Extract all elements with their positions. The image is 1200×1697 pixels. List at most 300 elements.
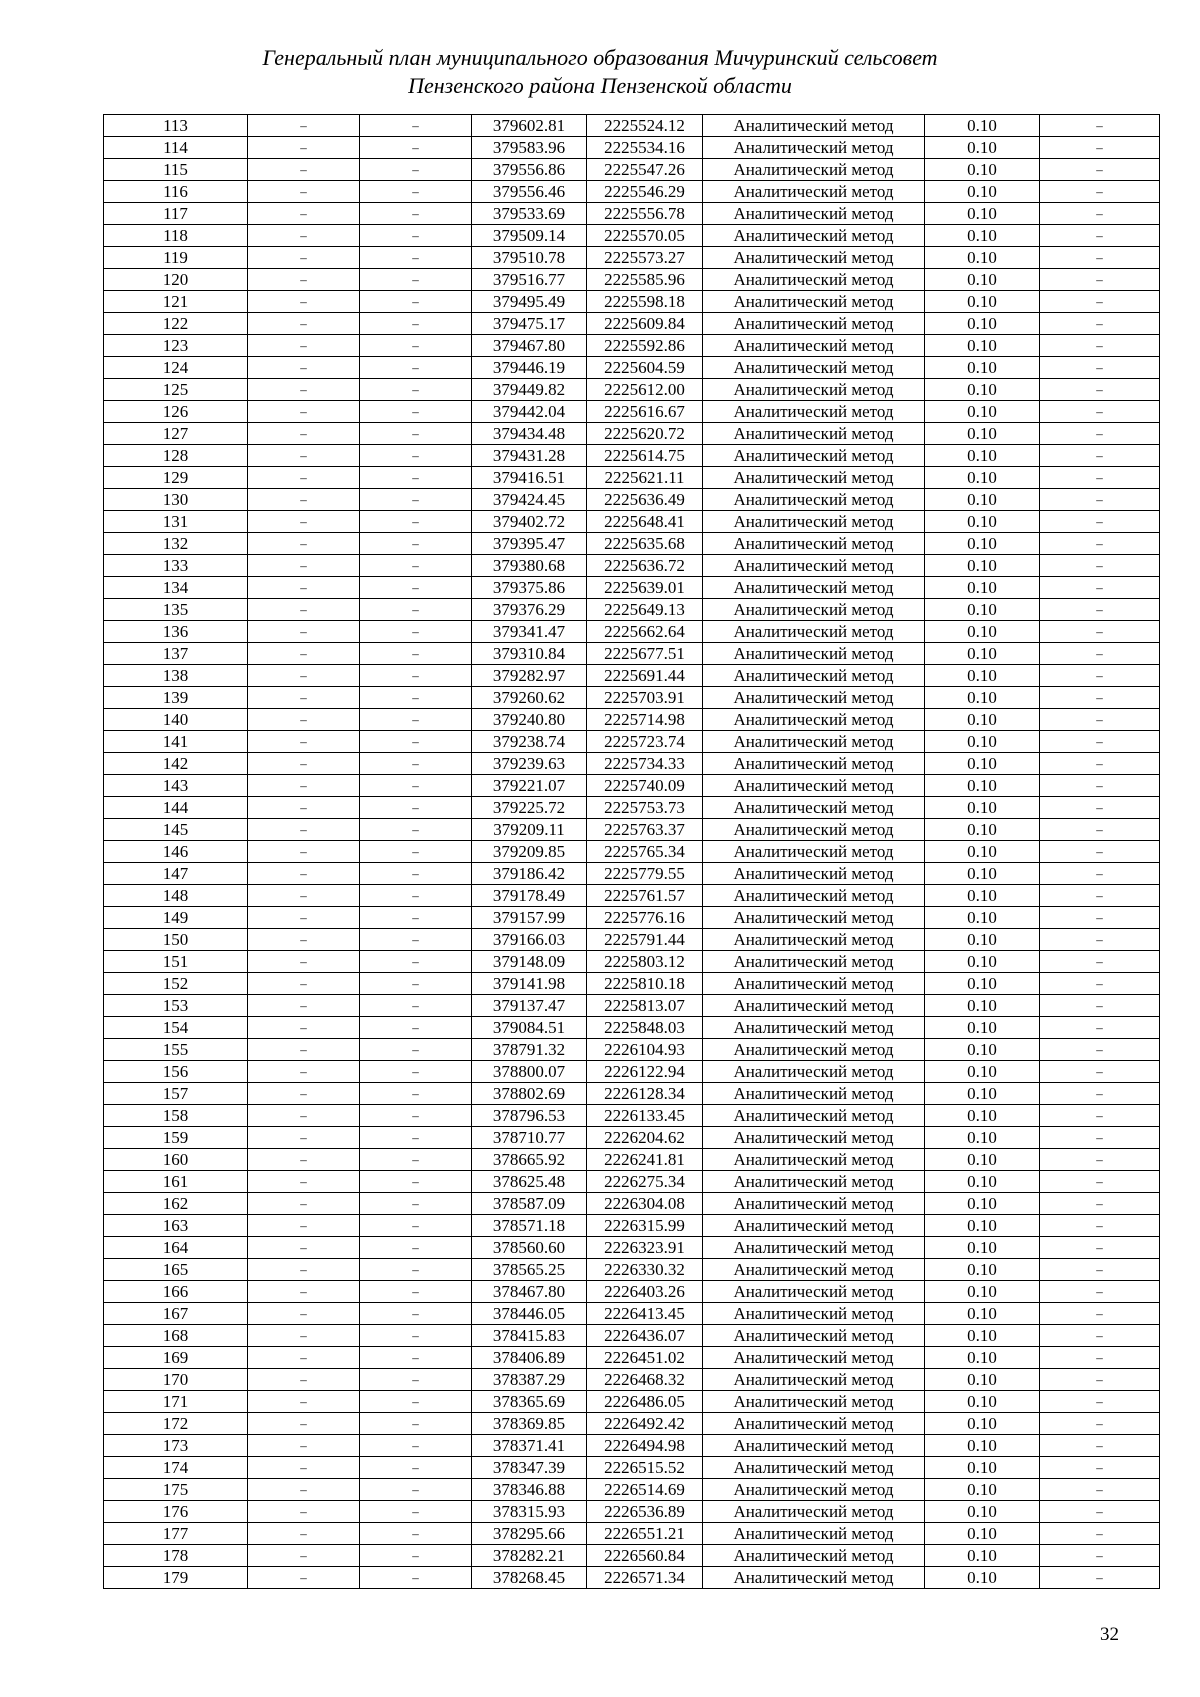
accuracy-cell: 0.10 — [925, 819, 1040, 841]
dash-cell: – — [360, 511, 472, 533]
x-coordinate-cell: 378560.60 — [472, 1237, 587, 1259]
dash-cell: – — [360, 841, 472, 863]
table-row — [104, 973, 1160, 995]
point-number-cell: 136 — [104, 621, 248, 643]
accuracy-cell: 0.10 — [925, 1413, 1040, 1435]
accuracy-cell: 0.10 — [925, 797, 1040, 819]
x-coordinate-cell: 379157.99 — [472, 907, 587, 929]
y-coordinate-cell: 2225791.44 — [587, 929, 703, 951]
dash-cell: – — [1040, 753, 1160, 775]
y-coordinate-cell: 2226451.02 — [587, 1347, 703, 1369]
method-cell: Аналитический метод — [703, 1567, 925, 1589]
x-coordinate-cell: 378710.77 — [472, 1127, 587, 1149]
dash-cell: – — [248, 775, 360, 797]
table-row — [104, 753, 1160, 775]
dash-cell: – — [1040, 269, 1160, 291]
accuracy-cell: 0.10 — [925, 841, 1040, 863]
table-row — [104, 1567, 1160, 1589]
dash-cell: – — [1040, 1259, 1160, 1281]
table-row — [104, 599, 1160, 621]
dash-cell: – — [248, 1413, 360, 1435]
table-row — [104, 1017, 1160, 1039]
y-coordinate-cell: 2225779.55 — [587, 863, 703, 885]
dash-cell: – — [360, 357, 472, 379]
method-cell: Аналитический метод — [703, 1017, 925, 1039]
accuracy-cell: 0.10 — [925, 181, 1040, 203]
accuracy-cell: 0.10 — [925, 137, 1040, 159]
accuracy-cell: 0.10 — [925, 313, 1040, 335]
y-coordinate-cell: 2225636.72 — [587, 555, 703, 577]
accuracy-cell: 0.10 — [925, 885, 1040, 907]
x-coordinate-cell: 379449.82 — [472, 379, 587, 401]
dash-cell: – — [248, 291, 360, 313]
dash-cell: – — [360, 797, 472, 819]
dash-cell: – — [1040, 159, 1160, 181]
method-cell: Аналитический метод — [703, 709, 925, 731]
method-cell: Аналитический метод — [703, 203, 925, 225]
dash-cell: – — [360, 1479, 472, 1501]
point-number-cell: 160 — [104, 1149, 248, 1171]
point-number-cell: 116 — [104, 181, 248, 203]
x-coordinate-cell: 378346.88 — [472, 1479, 587, 1501]
table-row — [104, 1479, 1160, 1501]
dash-cell: – — [1040, 929, 1160, 951]
dash-cell: – — [1040, 885, 1160, 907]
dash-cell: – — [360, 577, 472, 599]
x-coordinate-cell: 378295.66 — [472, 1523, 587, 1545]
y-coordinate-cell: 2226494.98 — [587, 1435, 703, 1457]
dash-cell: – — [360, 907, 472, 929]
point-number-cell: 156 — [104, 1061, 248, 1083]
y-coordinate-cell: 2225598.18 — [587, 291, 703, 313]
dash-cell: – — [1040, 401, 1160, 423]
point-number-cell: 148 — [104, 885, 248, 907]
dash-cell: – — [1040, 1193, 1160, 1215]
accuracy-cell: 0.10 — [925, 709, 1040, 731]
table-row — [104, 1457, 1160, 1479]
x-coordinate-cell: 379395.47 — [472, 533, 587, 555]
accuracy-cell: 0.10 — [925, 1303, 1040, 1325]
x-coordinate-cell: 378800.07 — [472, 1061, 587, 1083]
x-coordinate-cell: 379510.78 — [472, 247, 587, 269]
accuracy-cell: 0.10 — [925, 555, 1040, 577]
y-coordinate-cell: 2226204.62 — [587, 1127, 703, 1149]
method-cell: Аналитический метод — [703, 247, 925, 269]
y-coordinate-cell: 2225573.27 — [587, 247, 703, 269]
dash-cell: – — [248, 1039, 360, 1061]
dash-cell: – — [360, 313, 472, 335]
table-row — [104, 1281, 1160, 1303]
dash-cell: – — [360, 1039, 472, 1061]
dash-cell: – — [1040, 1017, 1160, 1039]
dash-cell: – — [248, 203, 360, 225]
accuracy-cell: 0.10 — [925, 247, 1040, 269]
y-coordinate-cell: 2225585.96 — [587, 269, 703, 291]
accuracy-cell: 0.10 — [925, 379, 1040, 401]
point-number-cell: 171 — [104, 1391, 248, 1413]
dash-cell: – — [248, 1105, 360, 1127]
accuracy-cell: 0.10 — [925, 291, 1040, 313]
method-cell: Аналитический метод — [703, 423, 925, 445]
header-line-2: Пензенского района Пензенской области — [408, 73, 792, 98]
x-coordinate-cell: 379260.62 — [472, 687, 587, 709]
table-row — [104, 1259, 1160, 1281]
dash-cell: – — [1040, 863, 1160, 885]
table-row — [104, 1413, 1160, 1435]
dash-cell: – — [1040, 247, 1160, 269]
method-cell: Аналитический метод — [703, 907, 925, 929]
dash-cell: – — [248, 1017, 360, 1039]
table-row — [104, 1149, 1160, 1171]
point-number-cell: 114 — [104, 137, 248, 159]
table-row — [104, 1127, 1160, 1149]
point-number-cell: 161 — [104, 1171, 248, 1193]
dash-cell: – — [360, 1501, 472, 1523]
point-number-cell: 126 — [104, 401, 248, 423]
point-number-cell: 150 — [104, 929, 248, 951]
dash-cell: – — [248, 1391, 360, 1413]
y-coordinate-cell: 2225547.26 — [587, 159, 703, 181]
table-row — [104, 1039, 1160, 1061]
dash-cell: – — [1040, 1325, 1160, 1347]
dash-cell: – — [1040, 335, 1160, 357]
y-coordinate-cell: 2225570.05 — [587, 225, 703, 247]
x-coordinate-cell: 378406.89 — [472, 1347, 587, 1369]
accuracy-cell: 0.10 — [925, 1083, 1040, 1105]
y-coordinate-cell: 2225612.00 — [587, 379, 703, 401]
point-number-cell: 130 — [104, 489, 248, 511]
method-cell: Аналитический метод — [703, 1083, 925, 1105]
table-row — [104, 269, 1160, 291]
dash-cell: – — [248, 137, 360, 159]
y-coordinate-cell: 2225592.86 — [587, 335, 703, 357]
accuracy-cell: 0.10 — [925, 1501, 1040, 1523]
point-number-cell: 169 — [104, 1347, 248, 1369]
dash-cell: – — [248, 1325, 360, 1347]
dash-cell: – — [248, 181, 360, 203]
x-coordinate-cell: 379446.19 — [472, 357, 587, 379]
x-coordinate-cell: 378467.80 — [472, 1281, 587, 1303]
accuracy-cell: 0.10 — [925, 687, 1040, 709]
dash-cell: – — [248, 225, 360, 247]
method-cell: Аналитический метод — [703, 1369, 925, 1391]
accuracy-cell: 0.10 — [925, 577, 1040, 599]
table-row — [104, 929, 1160, 951]
dash-cell: – — [248, 1061, 360, 1083]
y-coordinate-cell: 2226104.93 — [587, 1039, 703, 1061]
accuracy-cell: 0.10 — [925, 753, 1040, 775]
accuracy-cell: 0.10 — [925, 1567, 1040, 1589]
y-coordinate-cell: 2225703.91 — [587, 687, 703, 709]
x-coordinate-cell: 379148.09 — [472, 951, 587, 973]
accuracy-cell: 0.10 — [925, 995, 1040, 1017]
accuracy-cell: 0.10 — [925, 973, 1040, 995]
x-coordinate-cell: 379282.97 — [472, 665, 587, 687]
dash-cell: – — [248, 1083, 360, 1105]
dash-cell: – — [1040, 1457, 1160, 1479]
point-number-cell: 167 — [104, 1303, 248, 1325]
method-cell: Аналитический метод — [703, 357, 925, 379]
dash-cell: – — [360, 621, 472, 643]
point-number-cell: 137 — [104, 643, 248, 665]
dash-cell: – — [248, 511, 360, 533]
dash-cell: – — [248, 643, 360, 665]
x-coordinate-cell: 379416.51 — [472, 467, 587, 489]
method-cell: Аналитический метод — [703, 1193, 925, 1215]
y-coordinate-cell: 2225534.16 — [587, 137, 703, 159]
accuracy-cell: 0.10 — [925, 335, 1040, 357]
table-row — [104, 379, 1160, 401]
dash-cell: – — [360, 1061, 472, 1083]
dash-cell: – — [1040, 1347, 1160, 1369]
dash-cell: – — [360, 1413, 472, 1435]
accuracy-cell: 0.10 — [925, 599, 1040, 621]
dash-cell: – — [248, 973, 360, 995]
accuracy-cell: 0.10 — [925, 1391, 1040, 1413]
table-row — [104, 1325, 1160, 1347]
dash-cell: – — [1040, 423, 1160, 445]
x-coordinate-cell: 378365.69 — [472, 1391, 587, 1413]
x-coordinate-cell: 378369.85 — [472, 1413, 587, 1435]
x-coordinate-cell: 379209.85 — [472, 841, 587, 863]
x-coordinate-cell: 379137.47 — [472, 995, 587, 1017]
dash-cell: – — [1040, 225, 1160, 247]
y-coordinate-cell: 2225765.34 — [587, 841, 703, 863]
dash-cell: – — [1040, 599, 1160, 621]
dash-cell: – — [248, 1567, 360, 1589]
dash-cell: – — [1040, 819, 1160, 841]
dash-cell: – — [360, 731, 472, 753]
dash-cell: – — [248, 467, 360, 489]
method-cell: Аналитический метод — [703, 687, 925, 709]
dash-cell: – — [360, 863, 472, 885]
dash-cell: – — [1040, 533, 1160, 555]
dash-cell: – — [1040, 1391, 1160, 1413]
y-coordinate-cell: 2225546.29 — [587, 181, 703, 203]
x-coordinate-cell: 379221.07 — [472, 775, 587, 797]
accuracy-cell: 0.10 — [925, 1127, 1040, 1149]
method-cell: Аналитический метод — [703, 313, 925, 335]
dash-cell: – — [360, 951, 472, 973]
x-coordinate-cell: 379341.47 — [472, 621, 587, 643]
point-number-cell: 145 — [104, 819, 248, 841]
x-coordinate-cell: 378268.45 — [472, 1567, 587, 1589]
method-cell: Аналитический метод — [703, 995, 925, 1017]
x-coordinate-cell: 379583.96 — [472, 137, 587, 159]
dash-cell: – — [248, 489, 360, 511]
dash-cell: – — [360, 973, 472, 995]
dash-cell: – — [1040, 357, 1160, 379]
dash-cell: – — [1040, 643, 1160, 665]
y-coordinate-cell: 2225691.44 — [587, 665, 703, 687]
table-row — [104, 533, 1160, 555]
x-coordinate-cell: 379434.48 — [472, 423, 587, 445]
x-coordinate-cell: 379084.51 — [472, 1017, 587, 1039]
accuracy-cell: 0.10 — [925, 1039, 1040, 1061]
accuracy-cell: 0.10 — [925, 1259, 1040, 1281]
point-number-cell: 142 — [104, 753, 248, 775]
x-coordinate-cell: 379533.69 — [472, 203, 587, 225]
dash-cell: – — [1040, 1435, 1160, 1457]
accuracy-cell: 0.10 — [925, 1061, 1040, 1083]
y-coordinate-cell: 2226560.84 — [587, 1545, 703, 1567]
dash-cell: – — [360, 929, 472, 951]
dash-cell: – — [360, 1105, 472, 1127]
x-coordinate-cell: 379166.03 — [472, 929, 587, 951]
dash-cell: – — [1040, 511, 1160, 533]
accuracy-cell: 0.10 — [925, 467, 1040, 489]
x-coordinate-cell: 379475.17 — [472, 313, 587, 335]
dash-cell: – — [360, 335, 472, 357]
dash-cell: – — [1040, 1303, 1160, 1325]
table-row — [104, 577, 1160, 599]
method-cell: Аналитический метод — [703, 1303, 925, 1325]
accuracy-cell: 0.10 — [925, 357, 1040, 379]
dash-cell: – — [248, 841, 360, 863]
dash-cell: – — [248, 863, 360, 885]
y-coordinate-cell: 2225813.07 — [587, 995, 703, 1017]
dash-cell: – — [360, 1457, 472, 1479]
method-cell: Аналитический метод — [703, 291, 925, 313]
dash-cell: – — [360, 203, 472, 225]
method-cell: Аналитический метод — [703, 731, 925, 753]
point-number-cell: 122 — [104, 313, 248, 335]
dash-cell: – — [1040, 665, 1160, 687]
table-row — [104, 225, 1160, 247]
dash-cell: – — [1040, 951, 1160, 973]
method-cell: Аналитический метод — [703, 401, 925, 423]
dash-cell: – — [360, 709, 472, 731]
method-cell: Аналитический метод — [703, 1457, 925, 1479]
accuracy-cell: 0.10 — [925, 269, 1040, 291]
point-number-cell: 152 — [104, 973, 248, 995]
accuracy-cell: 0.10 — [925, 159, 1040, 181]
point-number-cell: 153 — [104, 995, 248, 1017]
table-row — [104, 665, 1160, 687]
x-coordinate-cell: 379602.81 — [472, 115, 587, 137]
table-row — [104, 159, 1160, 181]
y-coordinate-cell: 2225636.49 — [587, 489, 703, 511]
y-coordinate-cell: 2225677.51 — [587, 643, 703, 665]
dash-cell: – — [1040, 687, 1160, 709]
y-coordinate-cell: 2226323.91 — [587, 1237, 703, 1259]
dash-cell: – — [248, 1303, 360, 1325]
point-number-cell: 176 — [104, 1501, 248, 1523]
dash-cell: – — [248, 819, 360, 841]
y-coordinate-cell: 2226492.42 — [587, 1413, 703, 1435]
method-cell: Аналитический метод — [703, 445, 925, 467]
dash-cell: – — [1040, 203, 1160, 225]
table-row — [104, 1237, 1160, 1259]
dash-cell: – — [1040, 731, 1160, 753]
point-number-cell: 170 — [104, 1369, 248, 1391]
method-cell: Аналитический метод — [703, 1347, 925, 1369]
y-coordinate-cell: 2225524.12 — [587, 115, 703, 137]
dash-cell: – — [360, 181, 472, 203]
accuracy-cell: 0.10 — [925, 423, 1040, 445]
point-number-cell: 159 — [104, 1127, 248, 1149]
method-cell: Аналитический метод — [703, 1259, 925, 1281]
x-coordinate-cell: 379186.42 — [472, 863, 587, 885]
dash-cell: – — [248, 1215, 360, 1237]
y-coordinate-cell: 2225723.74 — [587, 731, 703, 753]
point-number-cell: 172 — [104, 1413, 248, 1435]
dash-cell: – — [248, 621, 360, 643]
method-cell: Аналитический метод — [703, 863, 925, 885]
x-coordinate-cell: 379431.28 — [472, 445, 587, 467]
dash-cell: – — [1040, 181, 1160, 203]
y-coordinate-cell: 2226468.32 — [587, 1369, 703, 1391]
point-number-cell: 139 — [104, 687, 248, 709]
dash-cell: – — [360, 1545, 472, 1567]
dash-cell: – — [248, 555, 360, 577]
x-coordinate-cell: 379380.68 — [472, 555, 587, 577]
table-row — [104, 1435, 1160, 1457]
accuracy-cell: 0.10 — [925, 665, 1040, 687]
x-coordinate-cell: 378315.93 — [472, 1501, 587, 1523]
table-row — [104, 1171, 1160, 1193]
dash-cell: – — [1040, 313, 1160, 335]
point-number-cell: 140 — [104, 709, 248, 731]
accuracy-cell: 0.10 — [925, 445, 1040, 467]
accuracy-cell: 0.10 — [925, 1347, 1040, 1369]
dash-cell: – — [360, 995, 472, 1017]
method-cell: Аналитический метод — [703, 1435, 925, 1457]
dash-cell: – — [248, 445, 360, 467]
y-coordinate-cell: 2225763.37 — [587, 819, 703, 841]
table-row — [104, 511, 1160, 533]
dash-cell: – — [1040, 1127, 1160, 1149]
point-number-cell: 132 — [104, 533, 248, 555]
accuracy-cell: 0.10 — [925, 863, 1040, 885]
table-row — [104, 775, 1160, 797]
dash-cell: – — [360, 445, 472, 467]
dash-cell: – — [248, 1369, 360, 1391]
dash-cell: – — [360, 225, 472, 247]
accuracy-cell: 0.10 — [925, 775, 1040, 797]
dash-cell: – — [360, 1281, 472, 1303]
method-cell: Аналитический метод — [703, 929, 925, 951]
dash-cell: – — [360, 1193, 472, 1215]
header-line-1: Генеральный план муниципального образования Мичуринский сельсовет — [262, 45, 938, 70]
page-header — [0, 44, 1200, 100]
accuracy-cell: 0.10 — [925, 1523, 1040, 1545]
point-number-cell: 117 — [104, 203, 248, 225]
point-number-cell: 157 — [104, 1083, 248, 1105]
point-number-cell: 174 — [104, 1457, 248, 1479]
dash-cell: – — [248, 1149, 360, 1171]
dash-cell: – — [248, 599, 360, 621]
y-coordinate-cell: 2226436.07 — [587, 1325, 703, 1347]
dash-cell: – — [248, 335, 360, 357]
accuracy-cell: 0.10 — [925, 1281, 1040, 1303]
y-coordinate-cell: 2226133.45 — [587, 1105, 703, 1127]
point-number-cell: 177 — [104, 1523, 248, 1545]
accuracy-cell: 0.10 — [925, 929, 1040, 951]
dash-cell: – — [360, 159, 472, 181]
table-row — [104, 1193, 1160, 1215]
dash-cell: – — [248, 1193, 360, 1215]
dash-cell: – — [1040, 379, 1160, 401]
table-row — [104, 335, 1160, 357]
dash-cell: – — [360, 819, 472, 841]
dash-cell: – — [360, 775, 472, 797]
y-coordinate-cell: 2226315.99 — [587, 1215, 703, 1237]
dash-cell: – — [248, 687, 360, 709]
table-row — [104, 621, 1160, 643]
dash-cell: – — [1040, 1237, 1160, 1259]
point-number-cell: 147 — [104, 863, 248, 885]
